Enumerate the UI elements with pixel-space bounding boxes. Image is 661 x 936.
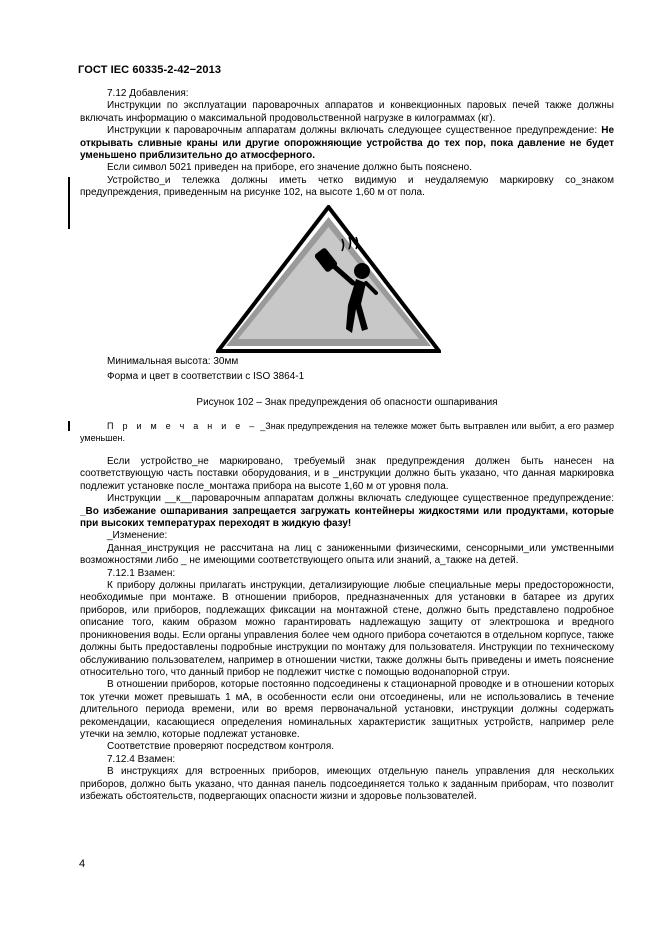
figure-min-height: Минимальная высота: 30мм [107, 356, 239, 367]
change-bar [68, 421, 70, 431]
paragraph: Данная_инструкция не рассчитана на лиц с заниженными физическими, сенсорными_или умственными возможностями либо _ не имеющими соответствующего опыта или знаний, а_также на детей. [80, 542, 614, 567]
figure-caption: Рисунок 102 – Знак предупреждения об опасности ошпаривания [196, 397, 498, 408]
paragraph [80, 493, 614, 530]
paragraph: Если символ 5021 приведен на приборе, его значение должно быть пояснено. [107, 162, 472, 174]
paragraph: Устройство_и тележка должны иметь четко видимую и неудаляемую маркировку со_знаком предупреждения, приведенным на рисунке 102, на высоте 1,60 м от пола. [80, 174, 614, 199]
note-paragraph [80, 421, 614, 444]
paragraph: Если устройство_не маркировано, требуемый знак предупреждения должен быть нанесен на соответствующую часть поставки оборудования, и в _инструкции должно быть указано, что данная маркировка подлежит установке после_монтажа прибора на высоте 1,60 м от уровня пола. [80, 456, 614, 492]
document-header-title: ГОСТ IEC 60335-2-42−2013 [78, 64, 222, 76]
scald-warning-sign-icon [216, 205, 441, 353]
change-bar [68, 177, 70, 229]
figure-note [80, 421, 614, 444]
paragraph: В отношении приборов, которые постоянно подсоединены к стационарной проводке и в отношении которых ток утечки может превышать 1 мА, в особенности если они отсоединены, или не использовались в течение длительного периода времени, или во время первоначальной установки, инструкции должны содержать рекомендации, касающиеся определения номинальных характеристик защитных устройств, например реле утечки на землю, которые подлежат установке. [80, 679, 614, 740]
paragraph: В инструкциях для встроенных приборов, имеющих отдельную панель управления для нескольких приборов, должно быть указано, что данная панель подсоединяется только к заданным приборам, что позволит избежать обстоятельств, подвергающих опасности жизни и здоровье пользователей. [80, 766, 614, 802]
paragraph-text: Инструкции к пароварочным аппаратам должны включать следующее существенное предупреждение: [107, 125, 598, 137]
section-7-12-block [80, 88, 614, 200]
paragraph: К прибору должны прилагать инструкции, детализирующие любые специальные меры предосторожности, необходимые при монтаже. В отношении приборов, предназначенных для установки в батарее из других приборов, или приборов, подлежащих фиксации на монтажной стене, должно быть представлено подробное описание того, каким образом можно гарантировать надлежащую защиту от электрошока и вредного проникновения воды. Если органы управления более чем одного прибора сочетаются в отдельном корпусе, также должны быть предоставлены подробные инструкции по монтажу для пользователя. Инструкции по техническому обслуживанию пользователем, например в отношении чистки, также должны быть приведены и иметь пояснение относительно того, что данный прибор не подлежит чистке с помощью водонапорной струи. [80, 580, 614, 678]
note-label: П р и м е ч а н и е – [107, 421, 258, 431]
paragraph: Соответствие проверяют посредством контроля. [107, 741, 335, 753]
figure-form-color: Форма и цвет в соответствии с ISO 3864-1 [107, 371, 305, 382]
section-heading-7-12: 7.12 Добавления: [107, 88, 189, 99]
paragraph-text: Инструкции __к__пароварочным аппаратам должны включать следующее существенное предупреждение: [107, 493, 614, 505]
post-figure-block [80, 456, 614, 803]
section-heading-7-12-1: 7.12.1 Взамен: [107, 567, 176, 579]
note-text: _Знак предупреждения на тележке может быть вытравлен или выбит, а его размер уменьшен. [80, 421, 614, 443]
warning-text: Не открывать сливные краны или другие опорожняющие устройства до тех пор, пока давление не будет уменьшено приблизительно до атмосферного. [80, 125, 615, 162]
page-number: 4 [79, 858, 86, 870]
section-heading-7-12-4: 7.12.4 Взамен: [107, 753, 176, 765]
paragraph [80, 125, 614, 162]
warning-text: _Во избежание ошпаривания запрещается загружать контейнеры жидкостями или продуктами, которые при высоких температурах переходят в жидкую фазу! [80, 505, 614, 530]
paragraph: Инструкции по эксплуатации пароварочных аппаратов и конвекционных паровых печей также должны включать информацию о максимальной продовольственной нагрузке в килограммах (кг). [80, 100, 614, 124]
paragraph: _Изменение: [107, 530, 168, 542]
